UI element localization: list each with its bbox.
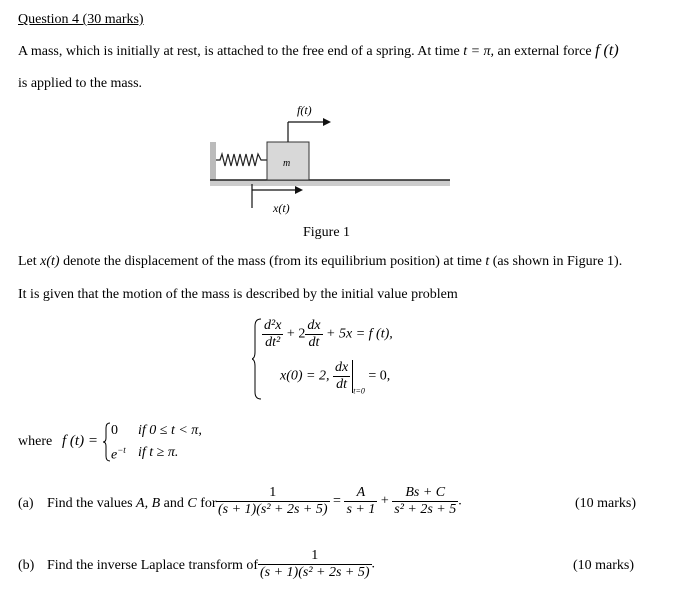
ivp-brace: [252, 318, 262, 405]
ground: [210, 180, 450, 186]
piecewise-lhs: f (t) =: [62, 433, 98, 449]
force-label: f(t): [297, 103, 312, 117]
intro-time: t = π,: [463, 44, 495, 59]
part-b-marks: (10 marks): [573, 558, 635, 573]
d2x-dt2-fraction: $\frac{\text{d²x}}{\text{dt²}}$: [264, 318, 282, 350]
case2-condition: if t ≥ π.: [138, 445, 179, 460]
let-line: [18, 254, 622, 270]
part-a-marks: (10 marks): [575, 496, 637, 511]
question-title: Question 4 (30 marks): [18, 12, 144, 27]
part-a-BC-fraction: $\frac{Bs + C}{\text{s² + 2s + 5}}$: [394, 485, 457, 517]
dx-dt-fraction: $\frac{dx}{dt}$: [307, 318, 321, 350]
case1-value: 0: [111, 423, 118, 438]
part-b-label: (b): [18, 558, 35, 573]
where-label: where: [18, 434, 53, 449]
part-b-text: Find the inverse Laplace transform of: [47, 558, 259, 573]
let-text-b: denote the displacement of the mass (from its equilibrium position) at time: [63, 254, 482, 269]
disp-arrowhead: [295, 186, 303, 194]
mass-label: m: [283, 158, 291, 169]
case1-condition: if 0 ≤ t < π,: [138, 423, 202, 438]
part-b-equation: $\frac{1}{\text{(s + 1)(s² + 2s + 5)}}$ .: [260, 548, 376, 580]
part-a-equation: $\frac{1}{\text{(s + 1)(s² + 2s + 5)}}$ = $\frac{A}{s + 1}$ + $\frac{Bs + C}{\text{s² + 2s + 5}}$ .: [218, 485, 462, 517]
part-a-text: Find the values A, B and C for: [47, 496, 217, 511]
init-x0: x(0) = 2,: [280, 368, 330, 384]
force-arrowhead: [323, 118, 331, 126]
intro-force: f (t): [595, 42, 619, 59]
intro-text-a: A mass, which is initially at rest, is attached to the free end of a spring. At time: [18, 44, 460, 59]
intro-line-2: is applied to the mass.: [18, 76, 143, 91]
spring: [216, 154, 267, 166]
let-text-a: Let: [18, 254, 37, 269]
part-a-label: (a): [18, 496, 34, 511]
init-dxdt-val: = 0,: [368, 368, 391, 384]
ivp-plus2: + 2: [286, 326, 306, 342]
piecewise-brace: [103, 422, 111, 467]
part-a-A-fraction: $\frac{A}{s + 1}$: [346, 485, 376, 517]
ivp-initial-conditions: [280, 360, 390, 396]
case2-value: $e^{-t}$: [111, 445, 126, 463]
displacement-label: x(t): [273, 201, 290, 215]
intro-line-1: [18, 42, 619, 60]
eval-at: t=0: [353, 386, 365, 396]
let-text-c: (as shown in Figure 1).: [492, 254, 623, 269]
intro-text-b: an external force: [497, 44, 592, 59]
let-t: t: [485, 254, 490, 269]
ivp-rest: + 5x = f (t),: [326, 326, 393, 342]
init-dxdt-fraction: $\frac{dx}{dt}$: [333, 360, 353, 393]
figure-caption: Figure 1: [303, 225, 351, 240]
let-x: x(t): [40, 254, 60, 269]
part-a-lhs-fraction: $\frac{1}{\text{(s + 1)(s² + 2s + 5)}}$: [218, 485, 328, 517]
given-line: It is given that the motion of the mass is described by the initial value problem: [18, 287, 458, 302]
part-b-fraction: $\frac{1}{\text{(s + 1)(s² + 2s + 5)}}$: [260, 548, 370, 580]
ivp-equation: [262, 318, 393, 351]
spring-mass-figure: [205, 98, 455, 218]
